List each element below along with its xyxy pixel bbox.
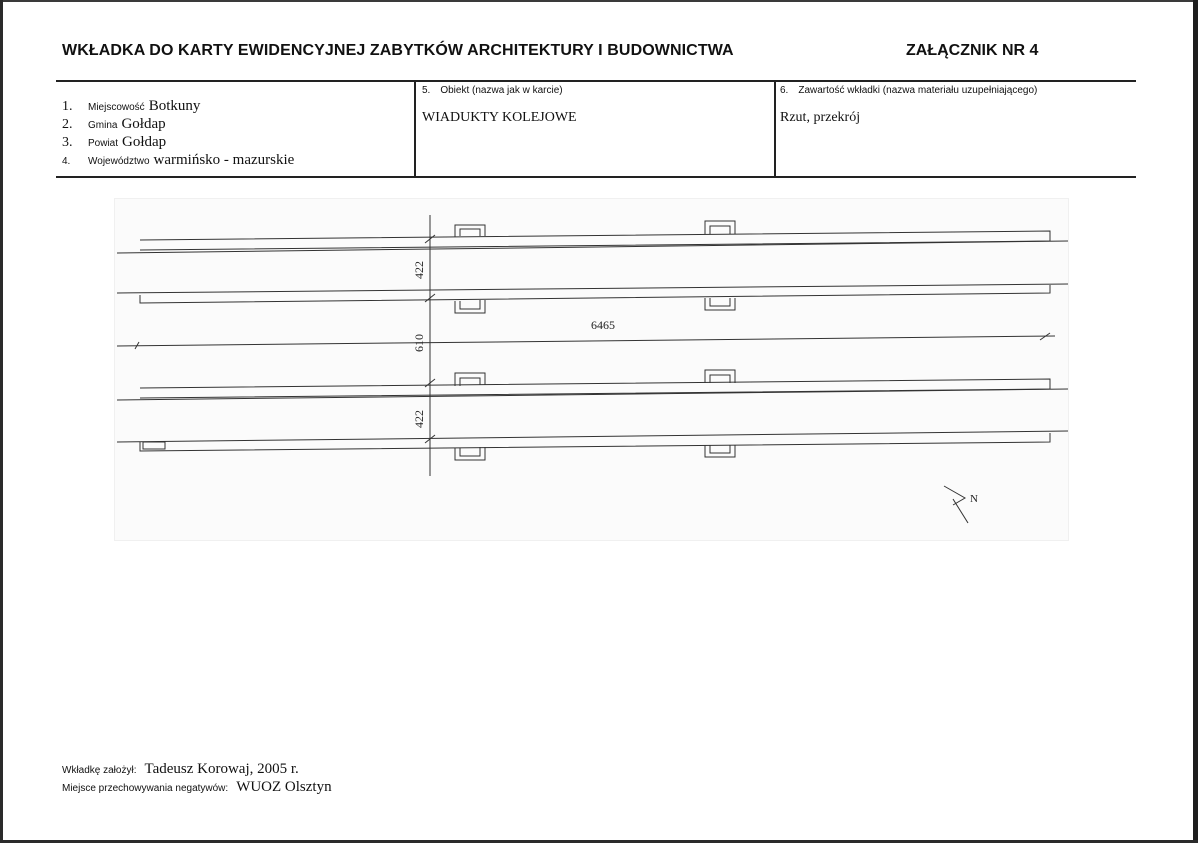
dimension-length: 6465 xyxy=(591,318,615,332)
plan-drawing-svg xyxy=(115,199,1068,540)
lower-viaduct-deck-b xyxy=(117,431,1068,460)
author-label: Wkładkę założył: xyxy=(62,765,137,776)
location-row-commune: 2. Gmina Gołdap xyxy=(62,116,166,132)
location-row-town: 1. Miejscowość Botkuny xyxy=(62,98,201,114)
scan-edge-top xyxy=(0,0,1198,2)
negatives-row xyxy=(62,778,332,796)
object-label: 5. Obiekt (nazwa jak w karcie) xyxy=(422,85,563,96)
field-label: Miejscowość xyxy=(88,102,145,113)
column-divider xyxy=(414,82,416,176)
plan-drawing xyxy=(115,199,1068,540)
column-divider xyxy=(774,82,776,176)
content-value: Rzut, przekrój xyxy=(780,110,861,125)
content-label: 6. Zawartość wkładki (nazwa materiału uzupełniającego) xyxy=(780,85,1038,96)
negatives-label: Miejsce przechowywania negatywów: xyxy=(62,783,229,794)
dimension-middle-gap: 610 xyxy=(412,334,426,352)
upper-viaduct-deck xyxy=(117,221,1068,253)
negatives-value: WUOZ Olsztyn xyxy=(236,779,332,795)
voivodeship-value: warmińsko - mazurskie xyxy=(153,152,295,168)
field-label: Gmina xyxy=(88,120,118,131)
location-row-voivodeship: 4. Województwo warmińsko - mazurskie xyxy=(62,152,295,168)
document-title: WKŁADKA DO KARTY EWIDENCYJNEJ ZABYTKÓW ARCHITEKTURY I BUDOWNICTWA xyxy=(62,42,734,59)
location-row-county: 3. Powiat Gołdap xyxy=(62,134,167,150)
field-label: Województwo xyxy=(88,156,150,167)
field-label: Powiat xyxy=(88,138,119,149)
dimension-upper-width: 422 xyxy=(412,261,426,279)
annex-number: ZAŁĄCZNIK NR 4 xyxy=(906,42,1039,59)
scan-edge-right xyxy=(1193,0,1198,843)
dimension-lower-width: 422 xyxy=(412,410,426,428)
commune-value: Gołdap xyxy=(121,116,166,132)
town-value: Botkuny xyxy=(148,98,201,114)
center-axis xyxy=(117,336,1055,346)
author-value: Tadeusz Korowaj, 2005 r. xyxy=(144,761,299,777)
county-value: Gołdap xyxy=(122,134,167,150)
north-arrow-icon xyxy=(944,486,968,523)
object-value: WIADUKTY KOLEJOWE xyxy=(422,110,577,125)
north-label: N xyxy=(970,493,978,505)
author-row xyxy=(62,760,299,778)
upper-viaduct-deck-b xyxy=(117,284,1068,313)
scan-edge-left xyxy=(0,0,3,843)
lower-viaduct-deck xyxy=(117,370,1068,400)
info-table xyxy=(56,80,1136,178)
